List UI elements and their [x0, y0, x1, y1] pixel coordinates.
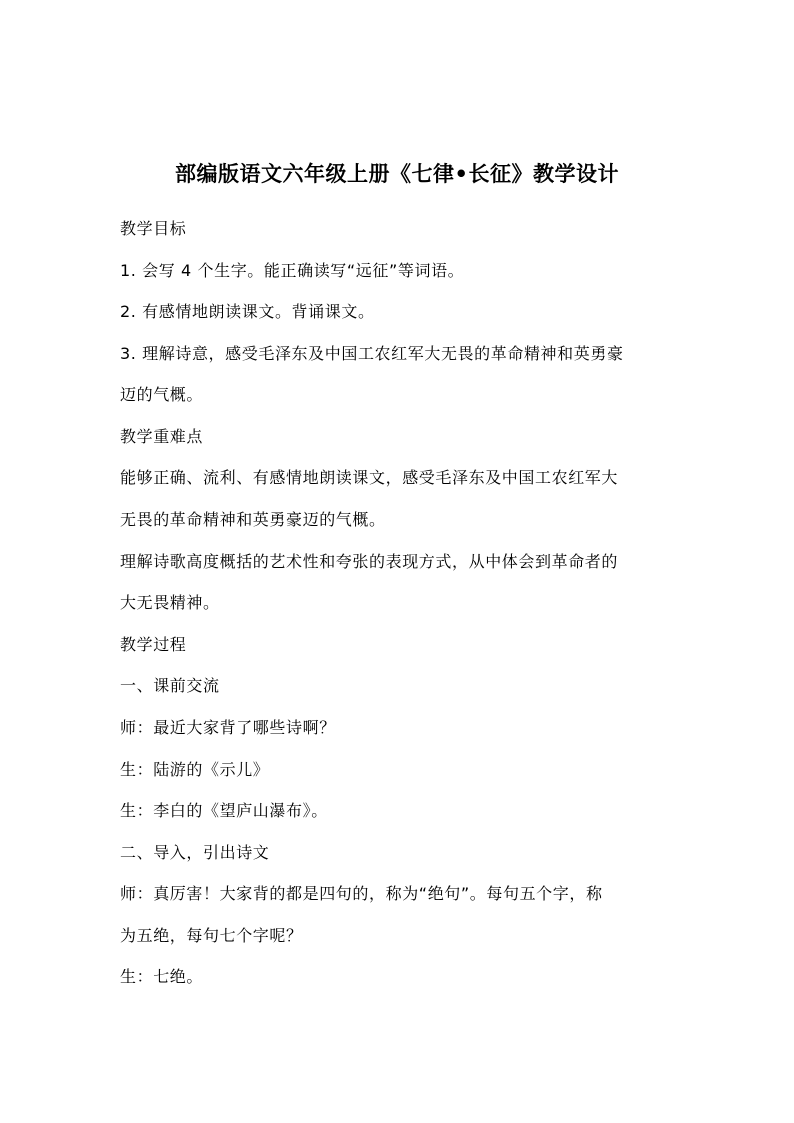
key-point-2: 理解诗歌高度概括的艺术性和夸张的表现方式，从中体会到革命者的: [120, 552, 619, 571]
dialogue-teacher-1: 师：最近大家背了哪些诗啊？: [120, 718, 336, 737]
goal-item-3: 3. 理解诗意，感受毛泽东及中国工农红军大无畏的革命精神和英勇豪: [120, 344, 624, 363]
dialogue-student-2: 生：李白的《望庐山瀑布》。: [120, 801, 328, 820]
key-point-1-cont: 无畏的革命精神和英勇豪迈的气概。: [120, 510, 386, 529]
heading-key-points: 教学重难点: [120, 427, 204, 446]
heading-teaching-process: 教学过程: [120, 635, 187, 654]
goal-item-3-cont: 迈的气概。: [120, 385, 204, 404]
dialogue-student-3: 生：七绝。: [120, 967, 204, 986]
heading-teaching-goals: 教学目标: [120, 219, 187, 238]
key-point-1: 能够正确、流利、有感情地朗读课文，感受毛泽东及中国工农红军大: [120, 468, 619, 487]
dialogue-teacher-2: 师：真厉害！大家背的都是四句的，称为“绝句”。每句五个字，称: [120, 884, 603, 903]
goal-item-1: 1. 会写 4 个生字。能正确读写“远征”等词语。: [120, 261, 465, 280]
dialogue-teacher-2-cont: 为五绝，每句七个字呢？: [120, 926, 303, 945]
section-1-heading: 一、课前交流: [120, 676, 220, 695]
section-2-heading: 二、导入，引出诗文: [120, 843, 270, 862]
dialogue-student-1: 生：陆游的《示儿》: [120, 760, 270, 779]
key-point-2-cont: 大无畏精神。: [120, 593, 220, 612]
goal-item-2: 2. 有感情地朗读课文。背诵课文。: [120, 302, 375, 321]
document-title: 部编版语文六年级上册《七律•长征》教学设计: [175, 162, 619, 186]
